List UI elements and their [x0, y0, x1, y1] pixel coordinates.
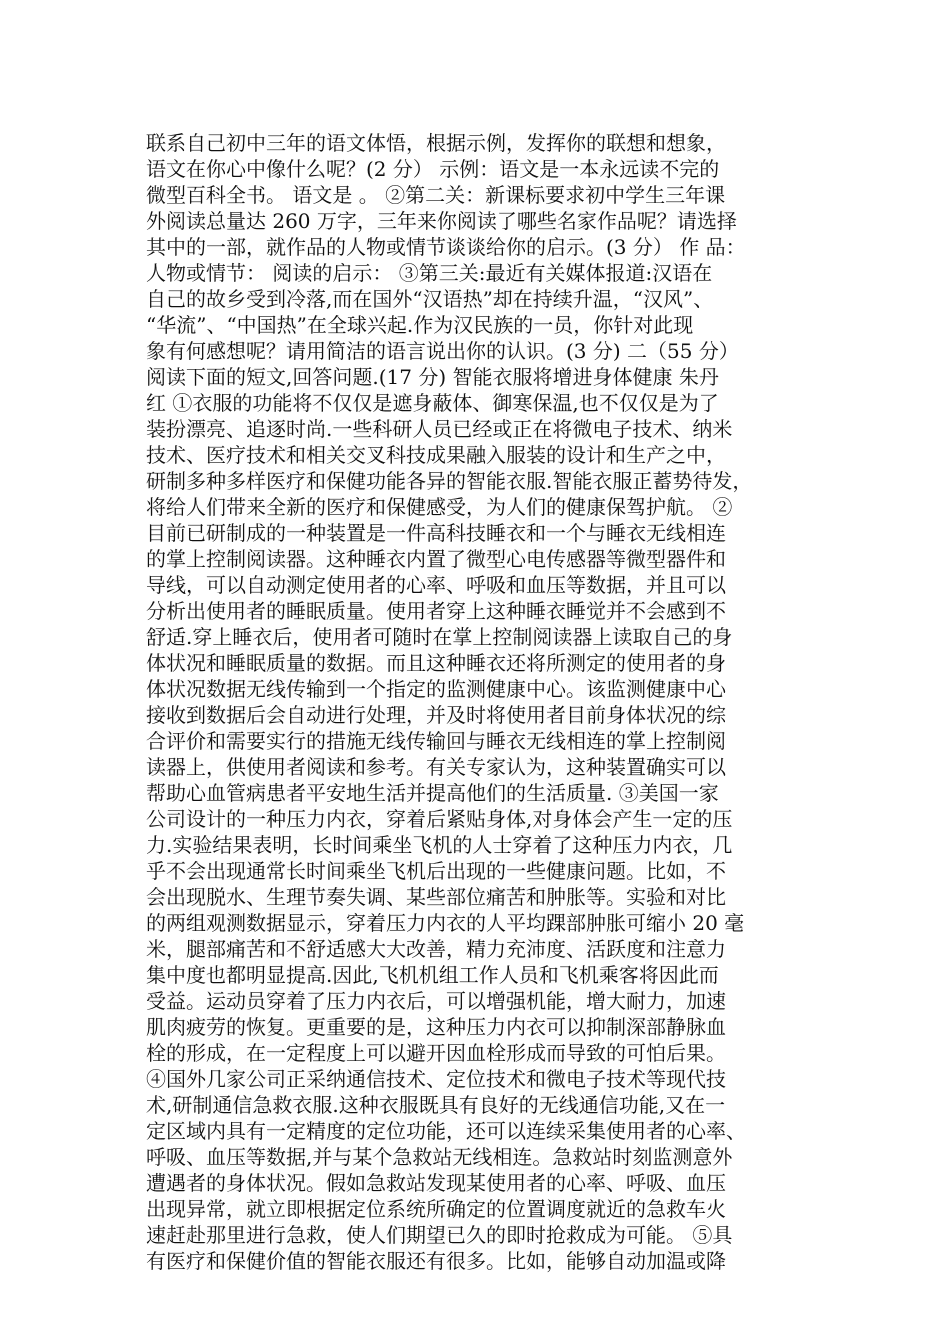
text-line: 呼吸、血压等数据,并与某个急救站无线相连。急救站时刻监测意外: [146, 1145, 733, 1169]
text-line: 乎不会出现通常长时间乘坐飞机后出现的一些健康问题。比如，不: [146, 859, 726, 883]
text-line: 接收到数据后会自动进行处理，并及时将使用者目前身体状况的综: [146, 703, 726, 727]
text-line: 公司设计的一种压力内衣，穿着后紧贴身体,对身体会产生一定的压: [146, 807, 733, 831]
text-line: 研制多种多样医疗和保健功能各异的智能衣服.智能衣服正蓄势待发，: [146, 469, 753, 493]
text-line: 合评价和需要实行的措施无线传输回与睡衣无线相连的掌上控制阅: [146, 729, 726, 753]
text-line: 读器上，供使用者阅读和参考。有关专家认为，这种装置确实可以: [146, 755, 726, 779]
text-line: 分析出使用者的睡眠质量。使用者穿上这种睡衣睡觉并不会感到不: [146, 599, 726, 623]
text-line: 力.实验结果表明，长时间乘坐飞机的人士穿着了这种压力内衣，几: [146, 833, 733, 857]
text-line: 舒适.穿上睡衣后，使用者可随时在掌上控制阅读器上读取自己的身: [146, 625, 733, 649]
text-line: 红 ①衣服的功能将不仅仅是遮身蔽体、御寒保温,也不仅仅是为了: [146, 391, 719, 415]
text-line: 体状况和睡眠质量的数据。而且这种睡衣还将所测定的使用者的身: [146, 651, 726, 675]
text-line: 的两组观测数据显示，穿着压力内衣的人平均踝部肿胀可缩小 20 毫: [146, 911, 745, 935]
text-line: 导线，可以自动测定使用者的心率、呼吸和血压等数据，并且可以: [146, 573, 726, 597]
text-line: “华流”、“中国热”在全球兴起.作为汉民族的一员，你针对此现: [146, 313, 694, 337]
text-line: 集中度也都明显提高.因此,飞机机组工作人员和飞机乘客将因此而: [146, 963, 719, 987]
text-line: 自己的故乡受到冷落,而在国外“汉语热”却在持续升温，“汉风”、: [146, 287, 714, 311]
text-line: 微型百科全书。 语文是 。 ②第二关：新课标要求初中学生三年课: [146, 183, 726, 207]
text-line: 象有何感想呢？请用简洁的语言说出你的认识。(3 分) 二（55 分）: [146, 339, 739, 363]
text-line: 术,研制通信急救衣服.这种衣服既具有良好的无线通信功能,又在一: [146, 1093, 726, 1117]
text-line: 受益。运动员穿着了压力内衣后，可以增强机能，增大耐力，加速: [146, 989, 726, 1013]
text-line: 体状况数据无线传输到一个指定的监测健康中心。该监测健康中心: [146, 677, 726, 701]
text-line: 人物或情节： 阅读的启示： ③第三关:最近有关媒体报道:汉语在: [146, 261, 713, 285]
text-line: 速赶赴那里进行急救，使人们期望已久的即时抢救成为可能。 ⑤具: [146, 1223, 733, 1247]
text-line: 出现异常，就立即根据定位系统所确定的位置调度就近的急救车火: [146, 1197, 726, 1221]
text-line: 帮助心血管病患者平安地生活并提高他们的生活质量. ③美国一家: [146, 781, 719, 805]
text-line: 将给人们带来全新的医疗和保健感受，为人们的健康保驾护航。 ②: [146, 495, 733, 519]
text-line: 装扮漂亮、追逐时尚.一些科研人员已经或正在将微电子技术、纳米: [146, 417, 733, 441]
text-line: 栓的形成，在一定程度上可以避开因血栓形成而导致的可怕后果。: [146, 1041, 726, 1065]
body-text: [146, 130, 814, 1274]
text-line: 阅读下面的短文,回答问题.(17 分) 智能衣服将增进身体健康 朱丹: [146, 365, 719, 389]
text-line: 的掌上控制阅读器。这种睡衣内置了微型心电传感器等微型器件和: [146, 547, 726, 571]
text-line: 技术、医疗技术和相关交叉科技成果融入服装的设计和生产之中，: [146, 443, 726, 467]
text-line: 会出现脱水、生理节奏失调、某些部位痛苦和肿胀等。实验和对比: [146, 885, 726, 909]
text-line: 语文在你心中像什么呢？(2 分） 示例：语文是一本永远读不完的: [146, 157, 720, 181]
text-line: ④国外几家公司正采纳通信技术、定位技术和微电子技术等现代技: [146, 1067, 726, 1091]
text-line: 定区域内具有一定精度的定位功能，还可以连续采集使用者的心率、: [146, 1119, 746, 1143]
text-line: 有医疗和保健价值的智能衣服还有很多。比如，能够自动加温或降: [146, 1249, 726, 1273]
text-line: 肌肉疲劳的恢复。更重要的是，这种压力内衣可以抑制深部静脉血: [146, 1015, 726, 1039]
text-line: 联系自己初中三年的语文体悟，根据示例，发挥你的联想和想象，: [146, 131, 726, 155]
text-line: 目前已研制成的一种装置是一件高科技睡衣和一个与睡衣无线相连: [146, 521, 726, 545]
text-line: 外阅读总量达 260 万字，三年来你阅读了哪些名家作品呢？请选择: [146, 209, 737, 233]
text-line: 其中的一部，就作品的人物或情节谈谈给你的启示。(3 分） 作 品：: [146, 235, 746, 259]
text-line: 遭遇者的身体状况。假如急救站发现某使用者的心率、呼吸、血压: [146, 1171, 726, 1195]
text-line: 米，腿部痛苦和不舒适感大大改善，精力充沛度、活跃度和注意力: [146, 937, 726, 961]
